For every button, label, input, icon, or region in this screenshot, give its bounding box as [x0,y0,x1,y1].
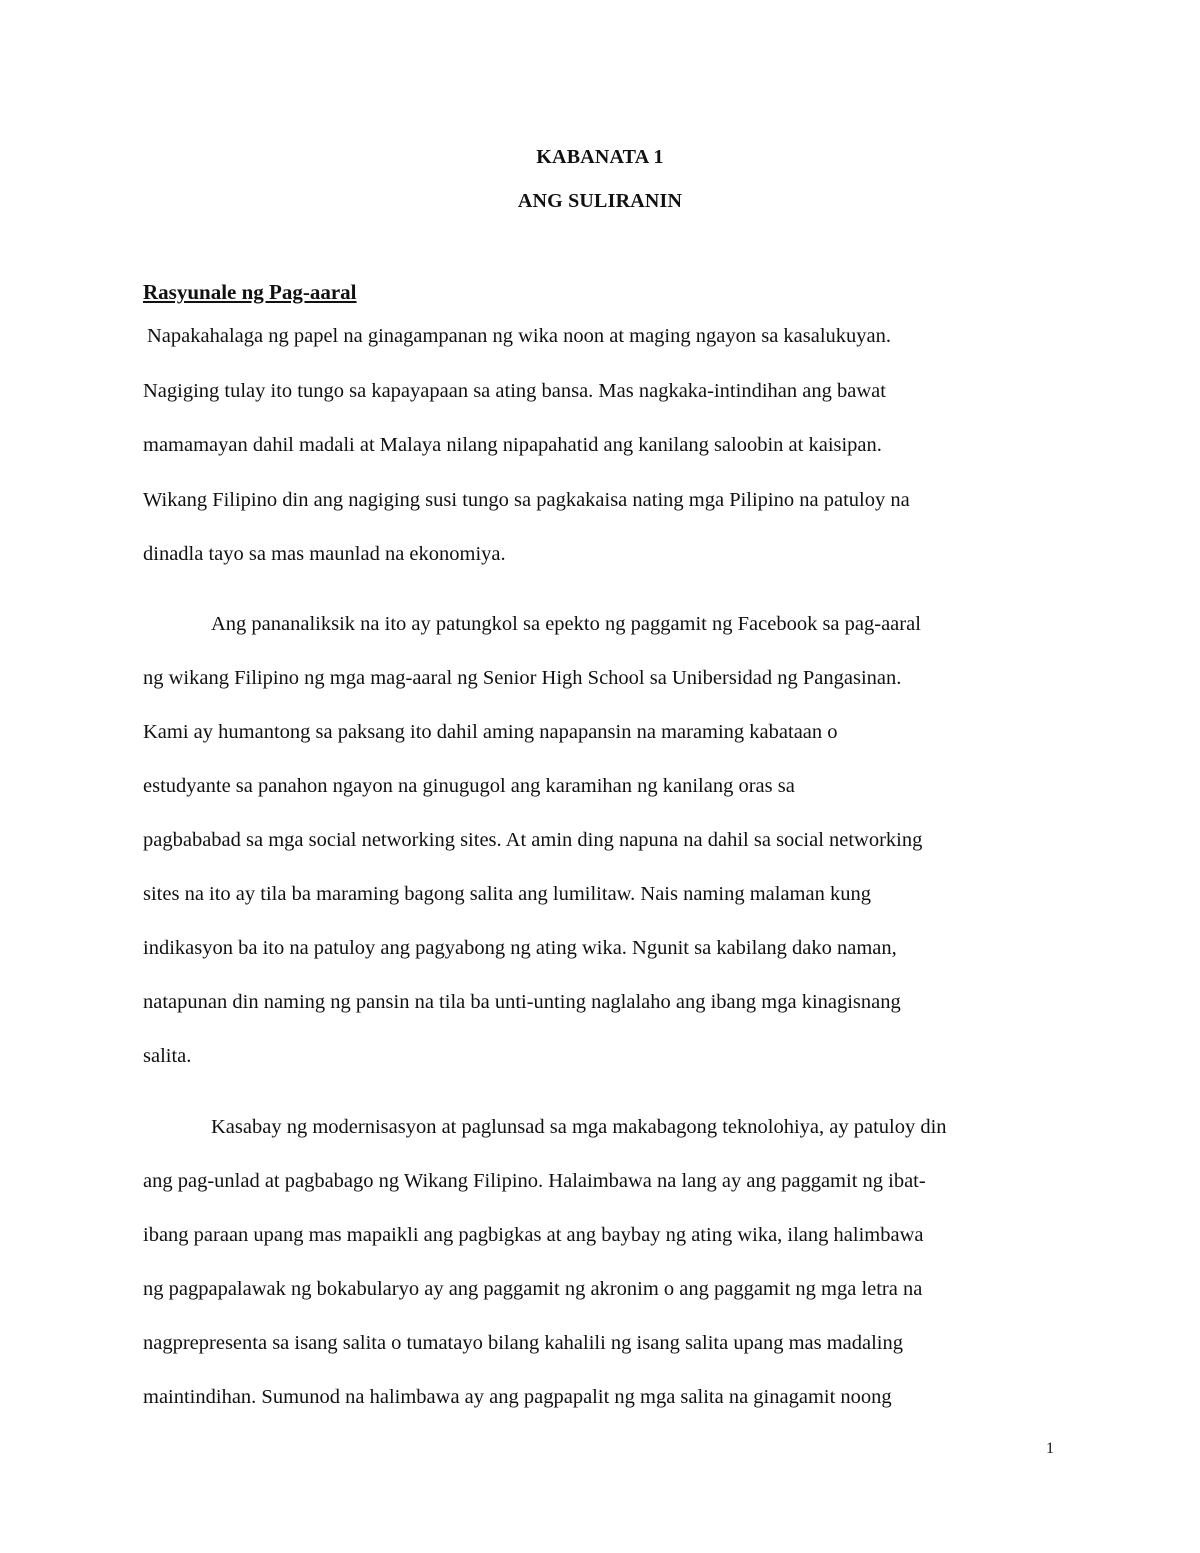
paragraph-line: ang pag-unlad at pagbabago ng Wikang Filipino. Halaimbawa na lang ay ang paggamit ng ibat- [143,1170,926,1192]
paragraph-line: estudyante sa panahon ngayon na ginugugol ang karamihan ng kanilang oras sa [143,775,795,797]
paragraph-line: Kasabay ng modernisasyon at paglunsad sa mga makabagong teknolohiya, ay patuloy din [211,1116,947,1138]
paragraph-line: ng wikang Filipino ng mga mag-aaral ng Senior High School sa Unibersidad ng Pangasinan. [143,667,902,689]
paragraph-line: natapunan din naming ng pansin na tila ba unti-unting naglalaho ang ibang mga kinagisnang [143,991,901,1013]
paragraph-line: Kami ay humantong sa paksang ito dahil aming napapansin na maraming kabataan o [143,721,838,743]
page-number: 1 [1046,1440,1054,1457]
paragraph-line: Ang pananaliksik na ito ay patungkol sa epekto ng paggamit ng Facebook sa pag-aaral [211,613,921,635]
paragraph-line: indikasyon ba ito na patuloy ang pagyabong ng ating wika. Ngunit sa kabilang dako naman, [143,937,897,959]
chapter-title: ANG SULIRANIN [517,190,683,212]
paragraph-line: mamamayan dahil madali at Malaya nilang nipapahatid ang kanilang saloobin at kaisipan. [143,434,882,456]
paragraph-line: pagbababad sa mga social networking sites. At amin ding napuna na dahil sa social networking [143,829,923,851]
paragraph-line: dinadla tayo sa mas maunlad na ekonomiya. [143,543,506,565]
paragraph-line: Wikang Filipino din ang nagiging susi tungo sa pagkakaisa nating mga Pilipino na patuloy na [143,489,910,511]
chapter-number: KABANATA 1 [536,146,664,168]
paragraph-line: Napakahalaga ng papel na ginagampanan ng wika noon at maging ngayon sa kasalukuyan. [147,325,892,347]
paragraph-line: ng pagpapalawak ng bokabularyo ay ang paggamit ng akronim o ang paggamit ng mga letra na [143,1278,923,1300]
paragraph-line: ibang paraan upang mas mapaikli ang pagbigkas at ang baybay ng ating wika, ilang halimbawa [143,1224,924,1246]
section-heading: Rasyunale ng Pag-aaral [143,280,357,304]
paragraph-line: sites na ito ay tila ba maraming bagong salita ang lumilitaw. Nais naming malaman kung [143,883,871,905]
paragraph-line: nagprepresenta sa isang salita o tumatayo bilang kahalili ng isang salita upang mas madaling [143,1332,904,1354]
paragraph-line: Nagiging tulay ito tungo sa kapayapaan sa ating bansa. Mas nagkaka-intindihan ang bawat [143,380,886,402]
paragraph-line: maintindihan. Sumunod na halimbawa ay ang pagpapalit ng mga salita na ginagamit noong [143,1386,892,1408]
paragraph-line: salita. [143,1045,192,1067]
